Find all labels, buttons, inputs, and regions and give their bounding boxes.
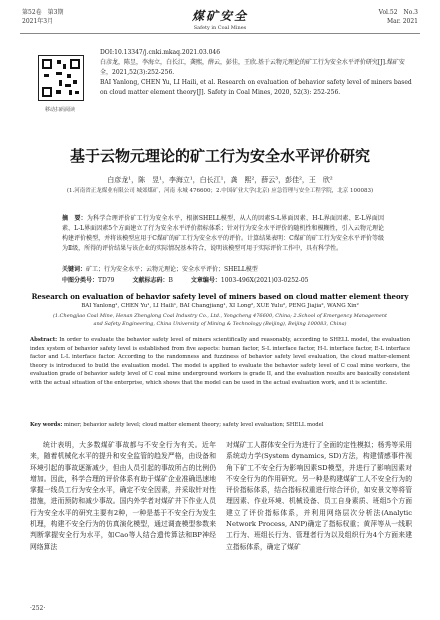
authors-cn: 白彦龙¹，陈 昱¹，李海立¹，白长江¹，龚 熙²，薛云³，彭佳²，王 欣² — [107, 176, 333, 184]
qr-code-icon[interactable] — [38, 55, 84, 101]
clc-number: 中图分类号：TD79 — [62, 277, 115, 284]
date-cn: 2021年3月 — [22, 18, 54, 25]
body-column-right — [226, 440, 412, 553]
page-number: ·252· — [30, 605, 46, 612]
volume-cn: 第52卷 第3期 — [22, 9, 64, 16]
date-en: Mar. 2021 — [386, 18, 418, 25]
body-paragraph: 对煤矿工人群体安全行为进行了全面的定性模拟；杨秀等采用系统动力学(System dynamics, SD)方法，构建情感事件视角下矿工不安全行为影响因素SD模型，并进行了影响因素对不安全行为的作用研究。另一种是构建煤矿工人不安全行为的评价指标体系，结合指标权重进行综合评价，如安景文等将管理因素、作业环境、机械设备、员工自身素质、班组5个方面建立了评价指标体系，并利用网络层次分析法(Analytic Network Process, ANP)确定了指标权重；黄萍等从一线职工行为、班组长行为、管理者行为以及组织行为4个方面来建立指标体系，确定了煤矿 — [226, 441, 412, 551]
keywords-en — [30, 421, 410, 430]
body-column-left — [30, 440, 216, 553]
abstract-cn-text: 为科学合理评价矿工行为安全水平，根据SHELL模型，从人的因素S-L界面因素、H-L界面因素、E-L界面因素、L-L界面因素5个方面建立了行为安全水平评价指标体系；针对行为安全水平评价的随机性和模糊性，引入云物元理论构建评价模型，并将该模型应用于C煤矿的矿工行为安全水平的评价。计算结果表明：C煤矿的矿工行为安全水平评价等级为Ⅱ级，所得的评价结果与该企业的实际情况基本符合，说明该模型可用于实际评价工作中，具有科学性。 — [62, 215, 384, 252]
qr-caption: 移动扫码阅读 — [44, 107, 75, 113]
keywords-cn — [62, 265, 384, 275]
article-title-cn: 基于云物元理论的矿工行为安全水平评价研究 — [69, 147, 370, 165]
keywords-cn-label: 关键词： — [62, 266, 87, 273]
affiliations-cn: (1.河南省正龙煤业有限公司 城郊煤矿，河南 永城 476600；2.中国矿业大学(北京) 应急管理与安全工程学院，北京 100083) — [66, 188, 374, 194]
abstract-cn — [62, 214, 384, 254]
abstract-en-label: Abstract: — [30, 337, 58, 343]
issue-info-en — [379, 8, 418, 26]
affiliations-en: (1.Chengjiao Coal Mine, Henan Zhenglong Coal Industry Co., Ltd., Yongcheng 476600, China; 2.School of Emergency Management and Safety Engineering, China University of Mining & Technology (Beijing), Beijing 100083, China) — [52, 313, 388, 327]
abstract-en-text: In order to evaluate the behavior safety level of miners scientifically and reasonably, according to SHELL model, the evaluation index system of behavior safety level is established from five aspects: human factor, S-L interface factor, H-L interface factor, E-L interface factor and L-L interface factor. According to the randomness and fuzziness of behavior safety level evaluation, the cloud matter-element theory is introduced to build the evaluation model. The model is applied to evaluate the behavior safety level of C coal mine workers, the evaluation grade of behavior safety level of C coal mine underground workers is grade II, and the evaluation results are basically consistent with the actual situation of the enterprise, which shows that the model can be used in the actual evaluation work, and it is scientific. — [30, 337, 410, 386]
doi[interactable]: DOI:10.13347/j.cnki.mkaq.2021.03.046 — [100, 49, 221, 56]
keywords-en-text: miner; behavior safety level; cloud matter element theory; safety level evaluation; SHELL model — [64, 422, 324, 428]
journal-masthead — [0, 7, 440, 31]
document-code: 文献标志码：B — [132, 277, 173, 284]
citation-cn: 白彦龙，陈昱，李海立，白长江，龚熙，薛云，彭佳，王欣.基于云物元理论的矿工行为安全水平评价研究[J].煤矿安全，2021,52(3):252-256. — [100, 59, 405, 76]
journal-name-cn: 煤矿安全 — [191, 9, 248, 23]
keywords-cn-text: 矿工；行为安全水平；云物元理论；安全水平评价；SHELL模型 — [86, 266, 258, 273]
abstract-cn-label: 摘 要： — [62, 215, 87, 222]
article-number: 文章编号：1003-496X(2021)03-0252-05 — [190, 277, 309, 284]
keywords-en-label: Key words: — [30, 422, 63, 428]
body-paragraph: 统计表明，大多数煤矿事故都与不安全行为有关。近年来，随着机械化水平的提升和安全监管的趋发严格，由设备和环境引起的事故逐渐减少，但由人员引起的事故所占的比例仍增加。因此，科学合理的评价体系有助于煤矿企业准确迅速地掌握一线员工行为安全水平，确定不安全因素，并采取针对性措施，进而预防和减少事故。国内外学者对煤矿井下作业人员行为安全水平的研究主要有2种，一种是基于不安全行为发生机理，构建不安全行为的仿真演化模型，通过调查模型参数来判断掌握安全行为水平，如Cao等人结合遗传算法和BP神经网络算法 — [30, 441, 216, 551]
abstract-en — [30, 336, 410, 388]
volume-en: Vol.52 No.3 — [378, 9, 418, 16]
article-title-en: Research on evaluation of behavior safety level of miners based on cloud matter element theory — [31, 292, 409, 301]
journal-name-en: Safety in Coal Mines — [193, 25, 247, 31]
citation-en: BAI Yanlong, CHEN Yu, LI Haili, et al. Research on evaluation of behavior safety level of miners based on cloud matter element theory[J]. Safety in Coal Mines, 2020, 52(3): 252-256. — [100, 79, 412, 96]
citation-block — [100, 48, 412, 98]
authors-en: BAI Yanlong¹, CHEN Yu¹, LI Haili¹, BAI Changjiang¹, XI Long², XUE Yulu², PENG Jiajia², WANG Xin² — [81, 303, 359, 309]
header-divider — [20, 33, 420, 34]
classification-row — [62, 275, 384, 284]
